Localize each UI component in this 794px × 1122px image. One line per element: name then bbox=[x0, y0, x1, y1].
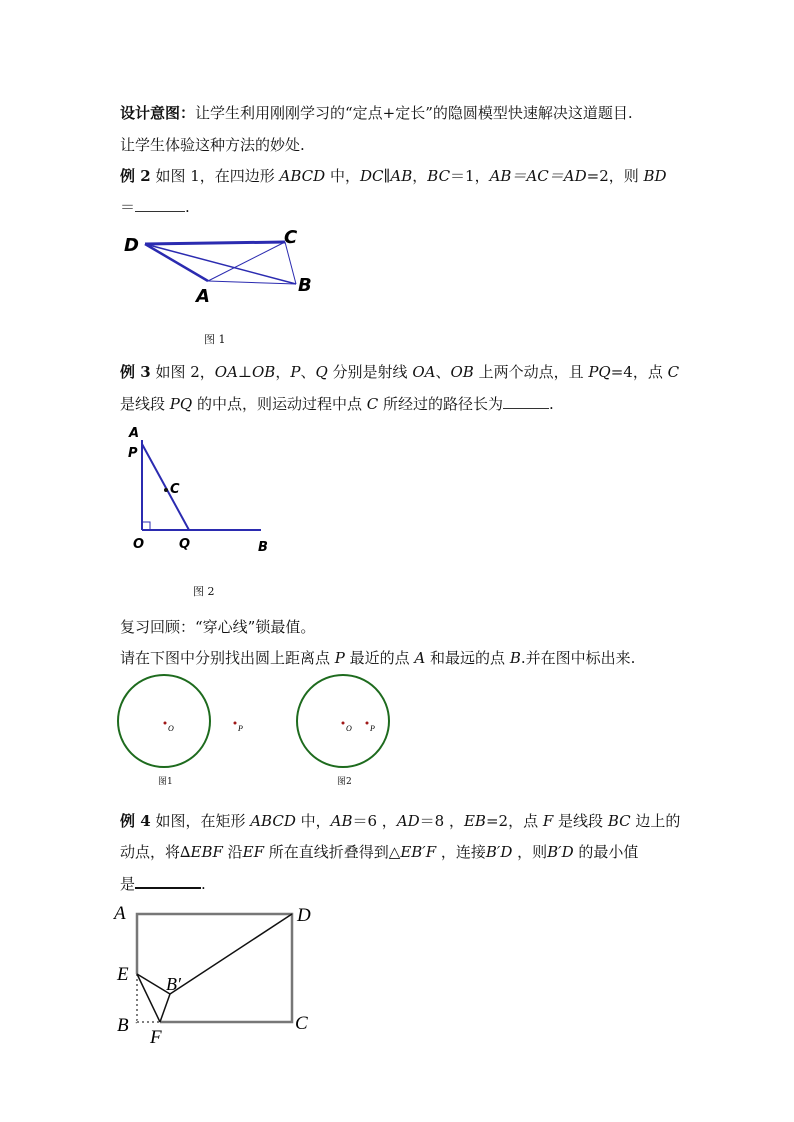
ex3-line-2 bbox=[120, 394, 554, 414]
ex3-var: PQ bbox=[588, 363, 611, 381]
point-label-b: B bbox=[258, 540, 268, 555]
ex2-text: 如图 1，在四边形 bbox=[150, 167, 280, 185]
figure-2 bbox=[125, 422, 285, 562]
review-title-text: 复习回顾：“穿心线”锁最值。 bbox=[120, 618, 316, 636]
point-label-a: A bbox=[114, 903, 126, 924]
ex4-var: △EB′F bbox=[388, 843, 437, 861]
ex2-text: =2，则 bbox=[586, 167, 644, 185]
ex3-var: OB bbox=[450, 363, 474, 381]
ex4-text: 边上的 bbox=[630, 812, 681, 830]
ex4-var: EB bbox=[463, 812, 486, 830]
ex4-text: 所在直线折叠得到 bbox=[264, 843, 389, 861]
ex4-text: ，连接 bbox=[436, 843, 486, 861]
ex2-var: BD bbox=[643, 167, 667, 185]
ex4-var: ∆EBF bbox=[180, 843, 223, 861]
ex3-text: . bbox=[548, 395, 554, 413]
answer-blank[interactable] bbox=[135, 873, 201, 889]
segment-da bbox=[145, 244, 208, 281]
ex4-text: 动点，将 bbox=[120, 843, 181, 861]
intent-line-2 bbox=[120, 135, 305, 155]
point-label-b-prime: B′ bbox=[166, 974, 181, 994]
ex2-text: 中， bbox=[325, 167, 360, 185]
point-label-e: E bbox=[117, 964, 129, 985]
point-label-o: O bbox=[133, 537, 145, 552]
ex3-text: 、 bbox=[435, 363, 451, 381]
ex4-var: AB bbox=[330, 812, 353, 830]
ex4-text: =2，点 bbox=[485, 812, 543, 830]
ex3-var: C bbox=[667, 363, 680, 381]
ex3-var: OA⊥OB bbox=[214, 363, 276, 381]
point-label-c: C bbox=[295, 1013, 308, 1034]
segment-b-prime-f bbox=[160, 994, 170, 1022]
ex3-text: 分别是射线 bbox=[327, 363, 413, 381]
ex2-text: ＝1， bbox=[450, 167, 490, 185]
ex4-text: 是线段 bbox=[553, 812, 608, 830]
ex2-var: AB＝AC＝AD bbox=[489, 167, 587, 185]
ex3-text: 所经过的路径长为 bbox=[378, 395, 503, 413]
intent-line-1 bbox=[120, 103, 633, 123]
ex3-var: OA bbox=[412, 363, 436, 381]
point-label-a: A bbox=[129, 426, 140, 441]
point-label-p: P bbox=[128, 446, 138, 461]
point-label-c: C bbox=[284, 227, 298, 248]
center-o-dot bbox=[342, 722, 345, 725]
right-angle-mark bbox=[142, 522, 150, 530]
point-label-d: D bbox=[124, 235, 139, 256]
ex2-label: 例 2 bbox=[120, 167, 151, 185]
intent-label: 设计意图： bbox=[120, 104, 196, 122]
ex2-line-2 bbox=[120, 197, 190, 217]
point-label-p: P bbox=[370, 724, 375, 733]
point-c bbox=[164, 488, 168, 492]
ex4-text: 的最小值 bbox=[573, 843, 639, 861]
circle-figure-2-caption: 图2 bbox=[337, 777, 352, 787]
review-text: 请在下图中分别找出圆上距离点 bbox=[120, 649, 335, 667]
ex2-text: ＝ bbox=[120, 198, 136, 216]
ex3-text: 如图 2， bbox=[150, 363, 215, 381]
point-label-q: Q bbox=[179, 537, 191, 552]
ex4-var: B′D bbox=[485, 843, 513, 861]
ex4-text: ，则 bbox=[512, 843, 548, 861]
ex4-text: 中， bbox=[295, 812, 331, 830]
figure-2-caption: 图 2 bbox=[193, 585, 215, 598]
circle-figure-1-caption: 图1 bbox=[158, 777, 173, 787]
ex4-text: . bbox=[201, 875, 206, 893]
ex2-var: DC∥AB bbox=[359, 167, 413, 185]
point-p-dot bbox=[366, 722, 369, 725]
segment-dc bbox=[145, 242, 285, 244]
point-label-b: B bbox=[298, 275, 312, 296]
ex3-var: PQ bbox=[169, 395, 193, 413]
ex4-text: 是 bbox=[120, 875, 136, 893]
ex4-var: B′D bbox=[547, 843, 574, 861]
review-title bbox=[120, 617, 315, 637]
point-label-p: P bbox=[238, 724, 243, 733]
review-instruction bbox=[120, 648, 635, 668]
ex3-text: 是线段 bbox=[120, 395, 170, 413]
point-label-f: F bbox=[150, 1027, 162, 1048]
circle-figure-1 bbox=[115, 672, 265, 787]
rectangle-abcd bbox=[137, 914, 292, 1022]
ex3-line-1 bbox=[120, 362, 679, 382]
ex4-line-2 bbox=[120, 842, 638, 862]
ex4-var: F bbox=[542, 812, 554, 830]
ex2-var: ABCD bbox=[279, 167, 326, 185]
segment-ac bbox=[208, 242, 285, 281]
segment-ab bbox=[208, 281, 296, 284]
figure-1 bbox=[120, 224, 340, 314]
point-label-o: O bbox=[346, 724, 352, 733]
circle-1 bbox=[118, 675, 210, 767]
review-text: 最近的点 bbox=[344, 649, 415, 667]
ex4-text: 如图，在矩形 bbox=[150, 812, 251, 830]
review-text: 和最远的点 bbox=[425, 649, 510, 667]
intent-text-1: 让学生利用刚刚学习的“定点+定长”的隐圆模型快速解决这道题目. bbox=[195, 104, 633, 122]
review-var: P bbox=[334, 649, 345, 667]
ex4-var: EF bbox=[242, 843, 265, 861]
ex4-var: AD bbox=[396, 812, 420, 830]
ex3-text: ， bbox=[275, 363, 291, 381]
ex2-text: . bbox=[185, 198, 190, 216]
point-label-o: O bbox=[168, 724, 174, 733]
circle-2 bbox=[297, 675, 389, 767]
review-text: .并在图中标出来. bbox=[520, 649, 636, 667]
figure-1-caption: 图 1 bbox=[204, 333, 226, 346]
ex3-var: P bbox=[290, 363, 301, 381]
segment-cb bbox=[285, 242, 296, 284]
ex2-var: BC bbox=[427, 167, 451, 185]
ex3-text: =4，点 bbox=[610, 363, 668, 381]
segment-db bbox=[145, 244, 296, 284]
ex3-text: 的中点，则运动过程中点 bbox=[192, 395, 367, 413]
point-label-c: C bbox=[170, 482, 180, 497]
intent-text-2: 让学生体验这种方法的妙处. bbox=[120, 136, 305, 154]
ex2-line-1 bbox=[120, 166, 667, 186]
ex3-label: 例 3 bbox=[120, 363, 151, 381]
ex3-var: Q bbox=[315, 363, 328, 381]
ex4-line-1 bbox=[120, 811, 680, 831]
review-var: B bbox=[509, 649, 521, 667]
ex3-var: C bbox=[366, 395, 379, 413]
ex3-text: 、 bbox=[300, 363, 316, 381]
ex4-text: ＝6 ， bbox=[352, 812, 397, 830]
ex4-text: 沿 bbox=[222, 843, 243, 861]
segment-pq bbox=[142, 444, 189, 530]
ex4-label: 例 4 bbox=[120, 812, 151, 830]
ex4-line-3 bbox=[120, 873, 206, 894]
ex4-var: ABCD bbox=[250, 812, 296, 830]
ex2-text: ， bbox=[412, 167, 428, 185]
figure-3 bbox=[114, 898, 334, 1048]
ex3-text: 上两个动点，且 bbox=[473, 363, 589, 381]
center-o-dot bbox=[164, 722, 167, 725]
point-label-d: D bbox=[297, 905, 311, 926]
point-p-dot bbox=[234, 722, 237, 725]
answer-blank[interactable] bbox=[503, 394, 549, 409]
review-var: A bbox=[414, 649, 426, 667]
ex4-var: BC bbox=[607, 812, 631, 830]
answer-blank[interactable] bbox=[135, 197, 185, 212]
ex4-text: ＝8 ， bbox=[419, 812, 464, 830]
point-label-a: A bbox=[196, 286, 210, 307]
segment-b-prime-d bbox=[170, 914, 292, 994]
point-label-b: B bbox=[117, 1015, 129, 1036]
circle-figure-2 bbox=[294, 672, 404, 787]
